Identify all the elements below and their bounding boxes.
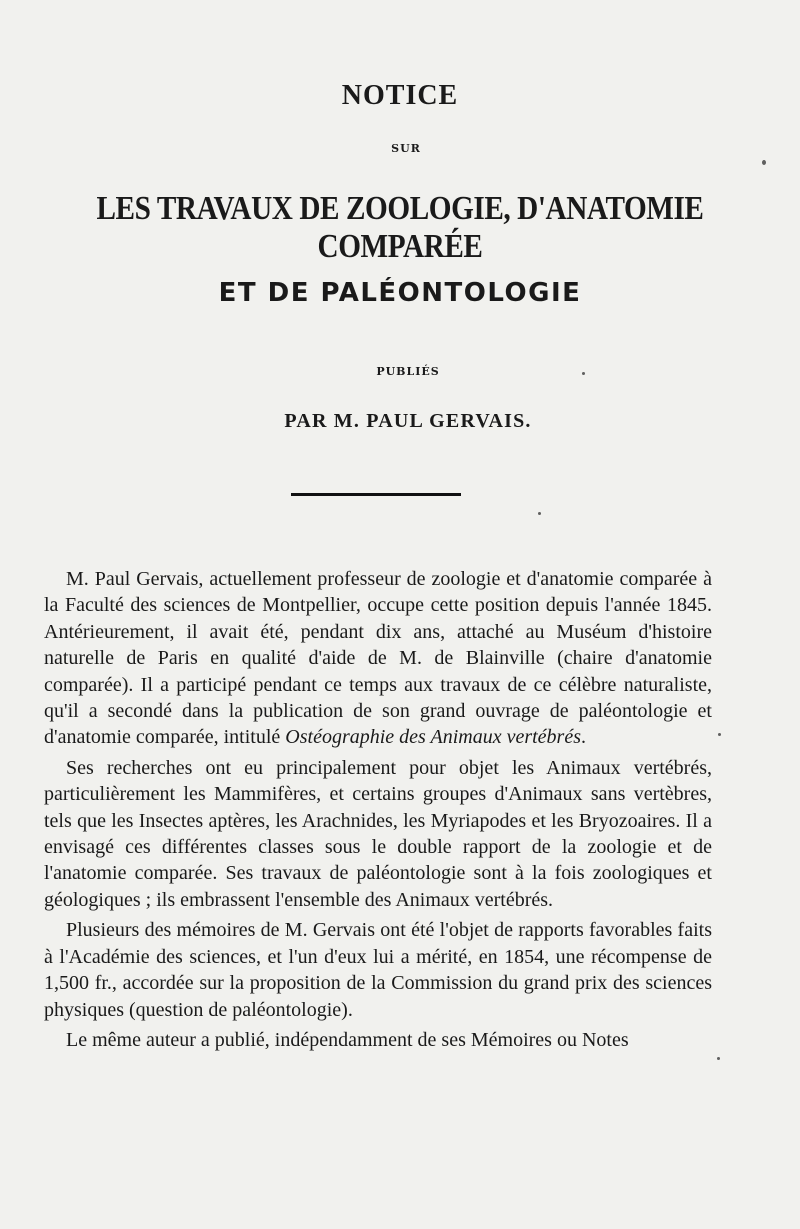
paragraph-3: Plusieurs des mémoires de M. Gervais ont été l'objet de rapports favorables faits à l'Académie des sciences, et l'un d'eux lui a mérité, en 1854, une récompense de 1,500 fr., accordée sur la proposition de la Commission du grand prix des sciences physiques (question de paléontologie).	[44, 919, 712, 1021]
book-title-italic: Ostéographie des Animaux vertébrés	[285, 726, 581, 749]
paragraph-4: Le même auteur a publié, indépendamment de ses Mémoires ou Notes	[66, 1028, 629, 1051]
paragraph-2: Ses recherches ont eu principalement pour objet les Animaux vertébrés, particulièrement les Mammifères, et certains groupes d'Animaux sans vertèbres, tels que les Insectes aptères, les Arachnides, les Myriapodes et les Bryozoaires. Il a envisagé ces différentes classes sous le double rapport de la zoologie et de l'anatomie comparée. Ses travaux de paléontologie sont à la fois zoologiques et géologiques ; ils embrassent l'ensemble des Animaux vertébrés.	[44, 756, 712, 911]
sub-title: ET DE PALÉONTOLOGIE	[218, 278, 582, 308]
paragraph-1-end: .	[580, 726, 586, 749]
title-rule	[291, 493, 461, 496]
ink-speck	[762, 160, 766, 165]
paragraph-1-text: M. Paul Gervais, actuellement professeur de zoologie et d'anatomie comparée à la Faculté des sciences de Montpellier, occupe cette position depuis l'année 1845. Antérieurement, il avait été, pendant dix ans, attaché au Muséum d'histoire naturelle de Paris en qualité d'aide de M. de Blainville (chaire d'anatomie comparée). Il a participé pendant ce temps aux travaux de ce célèbre naturaliste, qu'il a secondé dans la publication de son grand ouvrage de paléontologie et d'anatomie comparée, intitulé	[44, 568, 712, 749]
ink-speck	[717, 1057, 720, 1060]
ink-speck	[582, 372, 585, 375]
main-title: LES TRAVAUX DE ZOOLOGIE, D'ANATOMIE COMPARÉE	[96, 190, 704, 265]
sur-label: SUR	[391, 142, 421, 155]
paragraph-1	[44, 566, 712, 751]
ink-speck	[538, 512, 541, 515]
publies-label: PUBLIÉS	[376, 365, 440, 378]
ink-speck	[718, 733, 721, 736]
author-line: PAR M. PAUL GERVAIS.	[284, 410, 532, 432]
notice-heading: NOTICE	[341, 80, 459, 111]
body-text	[44, 566, 712, 1057]
